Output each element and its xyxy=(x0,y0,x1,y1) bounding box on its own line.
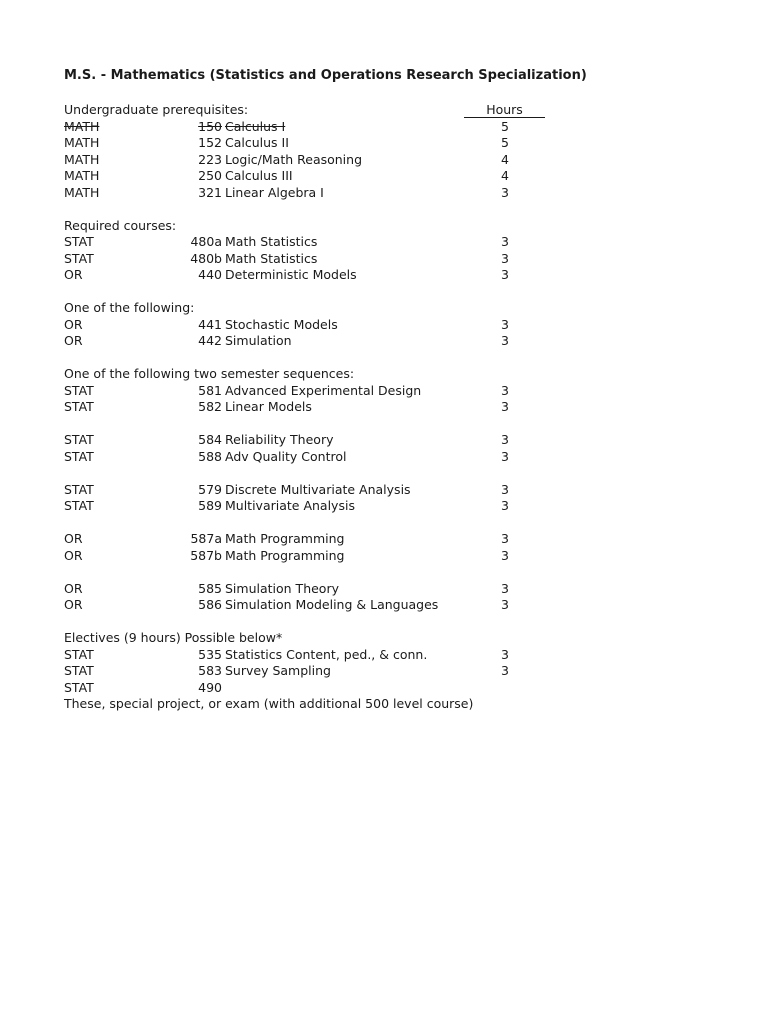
course-subject: MATH xyxy=(64,151,100,167)
course-hours: 4 xyxy=(501,168,509,183)
course-row xyxy=(0,399,768,416)
course-hours: 3 xyxy=(501,531,509,546)
course-row xyxy=(0,680,768,697)
course-number: 440 xyxy=(198,267,222,282)
course-hours: 3 xyxy=(501,432,509,447)
course-name: Linear Models xyxy=(225,399,312,414)
course-row xyxy=(0,152,768,169)
course-name: Logic/Math Reasoning xyxy=(225,151,363,167)
course-number: 588 xyxy=(198,448,222,464)
sequences-label-row xyxy=(0,366,768,383)
course-subject: OR xyxy=(64,531,83,546)
course-hours: 5 xyxy=(501,118,509,134)
course-number: 535 xyxy=(198,646,222,662)
course-row xyxy=(0,548,768,565)
course-subject: OR xyxy=(64,267,83,282)
course-number: 583 xyxy=(198,663,222,678)
course-number: 587a xyxy=(190,531,222,546)
course-subject: STAT xyxy=(64,399,94,414)
course-subject: OR xyxy=(64,333,83,348)
electives-label: Electives (9 hours) Possible below* xyxy=(64,630,283,645)
course-number: 223 xyxy=(198,151,222,167)
course-row xyxy=(0,135,768,152)
course-subject: OR xyxy=(64,547,83,563)
course-subject: STAT xyxy=(64,448,94,464)
course-row xyxy=(0,333,768,350)
course-hours: 3 xyxy=(501,448,509,464)
course-row xyxy=(0,234,768,251)
course-row xyxy=(0,317,768,334)
course-row xyxy=(0,168,768,185)
course-row xyxy=(0,449,768,466)
course-subject: STAT xyxy=(64,646,94,662)
course-name: Simulation xyxy=(225,333,292,348)
course-number: 582 xyxy=(198,399,222,414)
course-row xyxy=(0,663,768,680)
course-hours: 3 xyxy=(501,498,509,513)
course-name: Simulation Modeling & Languages xyxy=(225,597,439,612)
course-name: Math Programming xyxy=(225,531,345,546)
course-hours: 3 xyxy=(501,597,509,612)
course-number: 587b xyxy=(190,547,222,563)
course-row xyxy=(0,119,768,136)
electives-note: These, special project, or exam (with additional 500 level course) xyxy=(64,696,474,711)
course-row xyxy=(0,647,768,664)
course-row xyxy=(0,581,768,598)
required-label-row xyxy=(0,218,768,235)
course-name: Calculus II xyxy=(225,135,289,150)
course-subject: STAT xyxy=(64,432,94,447)
course-hours: 3 xyxy=(501,250,509,266)
prereq-label: Undergraduate prerequisites: xyxy=(64,102,249,117)
course-subject: STAT xyxy=(64,679,94,695)
course-name: Stochastic Models xyxy=(225,316,338,332)
course-subject: STAT xyxy=(64,481,94,497)
course-hours: 3 xyxy=(501,184,509,200)
course-row xyxy=(0,383,768,400)
course-name: Adv Quality Control xyxy=(225,448,347,464)
course-subject: STAT xyxy=(64,382,94,398)
course-hours: 3 xyxy=(501,481,509,497)
course-name: Math Statistics xyxy=(225,234,318,249)
course-subject: OR xyxy=(64,580,83,596)
course-number: 321 xyxy=(198,184,222,200)
course-name: Multivariate Analysis xyxy=(225,498,355,513)
sequences-label: One of the following two semester sequences: xyxy=(64,366,355,381)
course-name: Statistics Content, ped., & conn. xyxy=(225,646,428,662)
one-of-label: One of the following: xyxy=(64,300,195,315)
course-number: 441 xyxy=(198,316,222,332)
course-name: Advanced Experimental Design xyxy=(225,382,422,398)
course-number: 480b xyxy=(190,250,222,266)
course-name: Reliability Theory xyxy=(225,432,334,447)
course-subject: MATH xyxy=(64,135,100,150)
course-row xyxy=(0,597,768,614)
course-number: 152 xyxy=(198,135,222,150)
required-label: Required courses: xyxy=(64,217,177,233)
course-subject: MATH xyxy=(64,168,100,183)
course-hours: 5 xyxy=(501,135,509,150)
electives-label-row xyxy=(0,630,768,647)
course-row xyxy=(0,251,768,268)
course-row xyxy=(0,531,768,548)
course-row xyxy=(0,267,768,284)
course-number: 150 xyxy=(198,118,222,134)
course-number: 250 xyxy=(198,168,222,183)
course-number: 586 xyxy=(198,597,222,612)
course-name: Math Programming xyxy=(225,547,345,563)
course-number: 490 xyxy=(198,679,222,695)
course-name: Deterministic Models xyxy=(225,267,357,282)
course-number: 584 xyxy=(198,432,222,447)
course-row xyxy=(0,482,768,499)
course-hours: 3 xyxy=(501,663,509,678)
course-hours: 3 xyxy=(501,646,509,662)
course-name: Calculus I xyxy=(225,118,286,134)
page-title: M.S. - Mathematics (Statistics and Operations Research Specialization) xyxy=(64,68,587,83)
course-subject: OR xyxy=(64,597,83,612)
hours-column-header: Hours xyxy=(464,102,545,118)
course-name: Linear Algebra I xyxy=(225,184,324,200)
course-subject: MATH xyxy=(64,184,100,200)
course-row xyxy=(0,498,768,515)
course-row xyxy=(0,185,768,202)
course-number: 480a xyxy=(190,234,222,249)
course-number: 585 xyxy=(198,580,222,596)
course-number: 579 xyxy=(198,481,222,497)
course-hours: 4 xyxy=(501,151,509,167)
course-subject: STAT xyxy=(64,498,94,513)
electives-note-row xyxy=(0,696,768,713)
course-subject: STAT xyxy=(64,250,94,266)
course-number: 589 xyxy=(198,498,222,513)
course-hours: 3 xyxy=(501,267,509,282)
course-hours: 3 xyxy=(501,547,509,563)
prereq-label-row xyxy=(0,102,768,119)
course-name: Discrete Multivariate Analysis xyxy=(225,481,411,497)
course-subject: MATH xyxy=(64,118,100,134)
course-name: Calculus III xyxy=(225,168,293,183)
course-subject: STAT xyxy=(64,234,94,249)
course-name: Simulation Theory xyxy=(225,580,339,596)
course-subject: STAT xyxy=(64,663,94,678)
course-hours: 3 xyxy=(501,333,509,348)
course-hours: 3 xyxy=(501,382,509,398)
course-hours: 3 xyxy=(501,580,509,596)
course-hours: 3 xyxy=(501,399,509,414)
course-hours: 3 xyxy=(501,316,509,332)
course-number: 442 xyxy=(198,333,222,348)
course-hours: 3 xyxy=(501,234,509,249)
course-subject: OR xyxy=(64,316,83,332)
one-of-label-row xyxy=(0,300,768,317)
course-name: Math Statistics xyxy=(225,250,318,266)
course-name: Survey Sampling xyxy=(225,663,331,678)
course-row xyxy=(0,432,768,449)
course-number: 581 xyxy=(198,382,222,398)
